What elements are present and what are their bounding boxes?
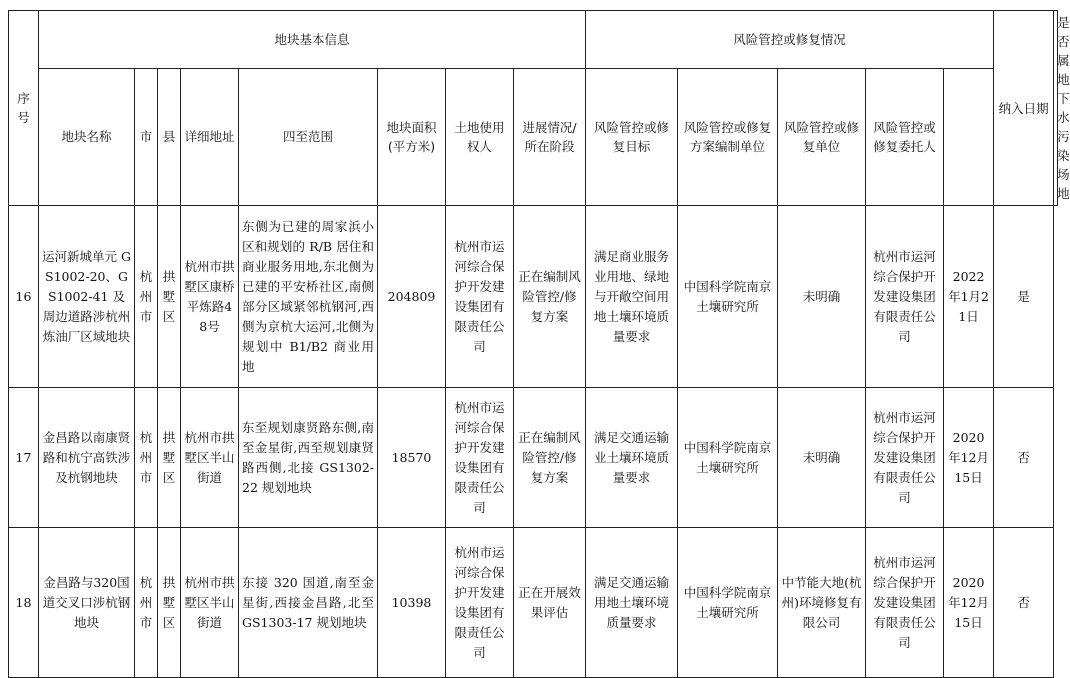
cell-progress: 正在开展效果评估 [514, 528, 586, 678]
cell-boundary: 东侧为已建的周家浜小区和规划的 R/B 居住和商业服务用地,东北侧为已建的平安桥社区,南侧部分区域紧邻杭钢河,西侧为京杭大运河,北侧为规划中 B1/B2 商业用地 [239, 206, 378, 388]
cell-county: 拱墅区 [158, 528, 181, 678]
cell-target: 满足商业服务业用地、绿地与开敞空间用地土壤环境质量要求 [586, 206, 678, 388]
cell-area: 18570 [378, 388, 446, 528]
header-group-risk: 风险管控或修复情况 [586, 11, 994, 69]
cell-address: 杭州市拱墅区康桥平炼路48号 [181, 206, 239, 388]
document-page [8, 10, 1070, 660]
cell-city: 杭州市 [135, 206, 158, 388]
cell-name: 运河新城单元 GS1002-20、GS1002-41 及周边道路涉杭州炼油厂区域地块 [39, 206, 135, 388]
header-county: 县 [158, 68, 181, 205]
cell-progress: 正在编制风险管控/修复方案 [514, 206, 586, 388]
cell-planner: 中国科学院南京土壤研究所 [678, 528, 778, 678]
cell-city: 杭州市 [135, 528, 158, 678]
cell-contractor: 中节能大地(杭州)环境修复有限公司 [778, 528, 866, 678]
cell-planner: 中国科学院南京土壤研究所 [678, 206, 778, 388]
cell-client: 杭州市运河综合保护开发建设集团有限责任公司 [866, 388, 944, 528]
cell-contractor: 未明确 [778, 206, 866, 388]
cell-county: 拱墅区 [158, 206, 181, 388]
cell-date: 2022年1月21日 [944, 206, 994, 388]
header-city: 市 [135, 68, 158, 205]
cell-target: 满足交通运输用地土壤环境质量要求 [586, 528, 678, 678]
cell-boundary: 东至规划康贤路东侧,南至金星街,西至规划康贤路西侧,北接 GS1302-22 规划地块 [239, 388, 378, 528]
contaminated-site-table [8, 10, 1070, 678]
cell-owner: 杭州市运河综合保护开发建设集团有限责任公司 [446, 388, 514, 528]
cell-area: 10398 [378, 528, 446, 678]
cell-boundary: 东接 320 国道,南至金星街,西接金昌路,北至 GS1303-17 规划地块 [239, 528, 378, 678]
cell-target: 满足交通运输业土壤环境质量要求 [586, 388, 678, 528]
cell-seq: 16 [9, 206, 39, 388]
cell-progress: 正在编制风险管控/修复方案 [514, 388, 586, 528]
cell-groundwater: 是 [994, 206, 1054, 388]
header-address: 详细地址 [181, 68, 239, 205]
cell-city: 杭州市 [135, 388, 158, 528]
header-area: 地块面积(平方米) [378, 68, 446, 205]
header-name: 地块名称 [39, 68, 135, 205]
cell-contractor: 未明确 [778, 388, 866, 528]
header-client: 风险管控或修复委托人 [866, 68, 944, 205]
header-group-basic: 地块基本信息 [39, 11, 586, 69]
cell-county: 拱墅区 [158, 388, 181, 528]
cell-area: 204809 [378, 206, 446, 388]
cell-seq: 17 [9, 388, 39, 528]
header-contractor: 风险管控或修复单位 [778, 68, 866, 205]
table-row [9, 206, 1058, 388]
cell-date: 2020年12月15日 [944, 528, 994, 678]
cell-address: 杭州市拱墅区半山街道 [181, 388, 239, 528]
cell-name: 金昌路与320国道交叉口涉杭钢地块 [39, 528, 135, 678]
header-seq: 序号 [9, 11, 39, 206]
header-boundary: 四至范围 [239, 68, 378, 205]
cell-address: 杭州市拱墅区半山街道 [181, 528, 239, 678]
table-row [9, 388, 1058, 528]
cell-planner: 中国科学院南京土壤研究所 [678, 388, 778, 528]
cell-client: 杭州市运河综合保护开发建设集团有限责任公司 [866, 206, 944, 388]
cell-date: 2020年12月15日 [944, 388, 994, 528]
cell-owner: 杭州市运河综合保护开发建设集团有限责任公司 [446, 206, 514, 388]
header-progress: 进展情况/所在阶段 [514, 68, 586, 205]
cell-client: 杭州市运河综合保护开发建设集团有限责任公司 [866, 528, 944, 678]
header-date: 纳入日期 [994, 11, 1054, 206]
header-target: 风险管控或修复目标 [586, 68, 678, 205]
table-row [9, 528, 1058, 678]
cell-groundwater: 否 [994, 388, 1054, 528]
cell-groundwater: 否 [994, 528, 1054, 678]
header-owner: 土地使用权人 [446, 68, 514, 205]
cell-seq: 18 [9, 528, 39, 678]
header-planner: 风险管控或修复方案编制单位 [678, 68, 778, 205]
cell-owner: 杭州市运河综合保护开发建设集团有限责任公司 [446, 528, 514, 678]
cell-name: 金昌路以南康贤路和杭宁高铁涉及杭钢地块 [39, 388, 135, 528]
header-groundwater: 是否属地下水污染场地 [1054, 11, 1058, 206]
